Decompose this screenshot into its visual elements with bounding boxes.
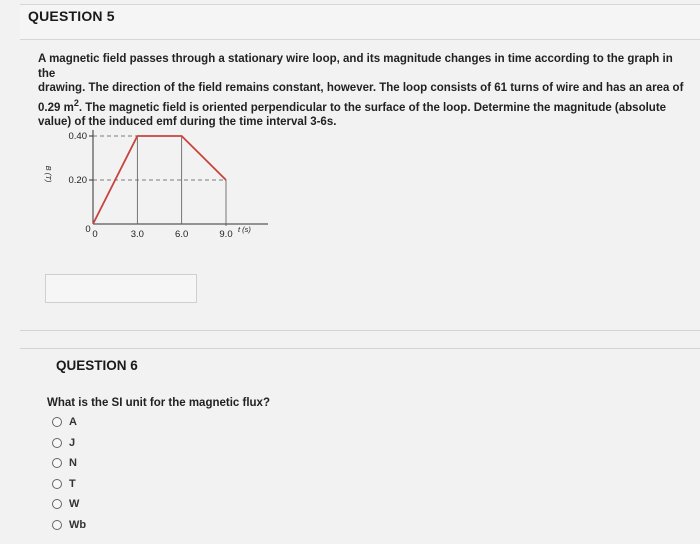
option-w[interactable] xyxy=(52,494,86,515)
x-axis-label: t (s) xyxy=(238,225,251,234)
radio-button[interactable] xyxy=(52,417,62,427)
y-axis-label: B (T) xyxy=(44,165,53,183)
section-divider xyxy=(20,348,700,349)
option-label: J xyxy=(69,436,76,449)
tick-marks xyxy=(89,136,93,180)
option-label: N xyxy=(69,457,77,470)
radio-button[interactable] xyxy=(52,499,62,509)
origin-label: 0 xyxy=(85,224,91,235)
option-j[interactable] xyxy=(52,433,86,454)
section-divider xyxy=(20,330,700,331)
question-5-text-line: drawing. The direction of the field remains constant, however. The loop consists of 61 turns of wire and has an area of xyxy=(38,82,684,94)
radio-button[interactable] xyxy=(52,438,62,448)
option-label: T xyxy=(69,477,76,490)
option-label: A xyxy=(69,416,77,429)
question-5-text-line: A magnetic field passes through a stationary wire loop, and its magnitude changes in time according to the graph in the xyxy=(38,53,673,80)
answer-input[interactable] xyxy=(45,274,197,303)
option-label: W xyxy=(69,498,80,511)
radio-button[interactable] xyxy=(52,479,62,489)
y-tick-label: 0.20 xyxy=(68,175,87,186)
x-tick-label: 3.0 xyxy=(130,229,144,240)
question-5-text-line xyxy=(38,96,688,115)
question-6-title: QUESTION 6 xyxy=(56,358,138,373)
x-tick-label: 6.0 xyxy=(175,229,189,240)
magnetic-field-graph xyxy=(36,128,276,246)
answer-options xyxy=(52,412,86,535)
radio-button[interactable] xyxy=(52,520,62,530)
area-exponent: 2 xyxy=(73,97,79,108)
option-a[interactable] xyxy=(52,412,86,433)
reference-lines xyxy=(93,136,226,226)
area-value: 0.29 m xyxy=(38,101,74,114)
option-t[interactable] xyxy=(52,474,86,495)
option-wb[interactable] xyxy=(52,515,86,536)
x-tick-label: 9.0 xyxy=(219,229,233,240)
x-tick-label: 0 xyxy=(92,229,98,240)
question-5-text xyxy=(38,52,688,129)
option-n[interactable] xyxy=(52,453,86,474)
question-6-text: What is the SI unit for the magnetic flux? xyxy=(47,397,270,409)
question-5-title: QUESTION 5 xyxy=(28,8,115,24)
question-5-text-line: value) of the induced emf during the time interval 3-6s. xyxy=(38,115,337,128)
option-label: Wb xyxy=(69,518,87,531)
radio-button[interactable] xyxy=(52,458,62,468)
question-5-text-rest: . The magnetic field is oriented perpendicular to the surface of the loop. Determine the magnitude (absolute xyxy=(78,101,667,114)
question-5-header xyxy=(20,4,700,40)
y-tick-label: 0.40 xyxy=(68,131,87,142)
